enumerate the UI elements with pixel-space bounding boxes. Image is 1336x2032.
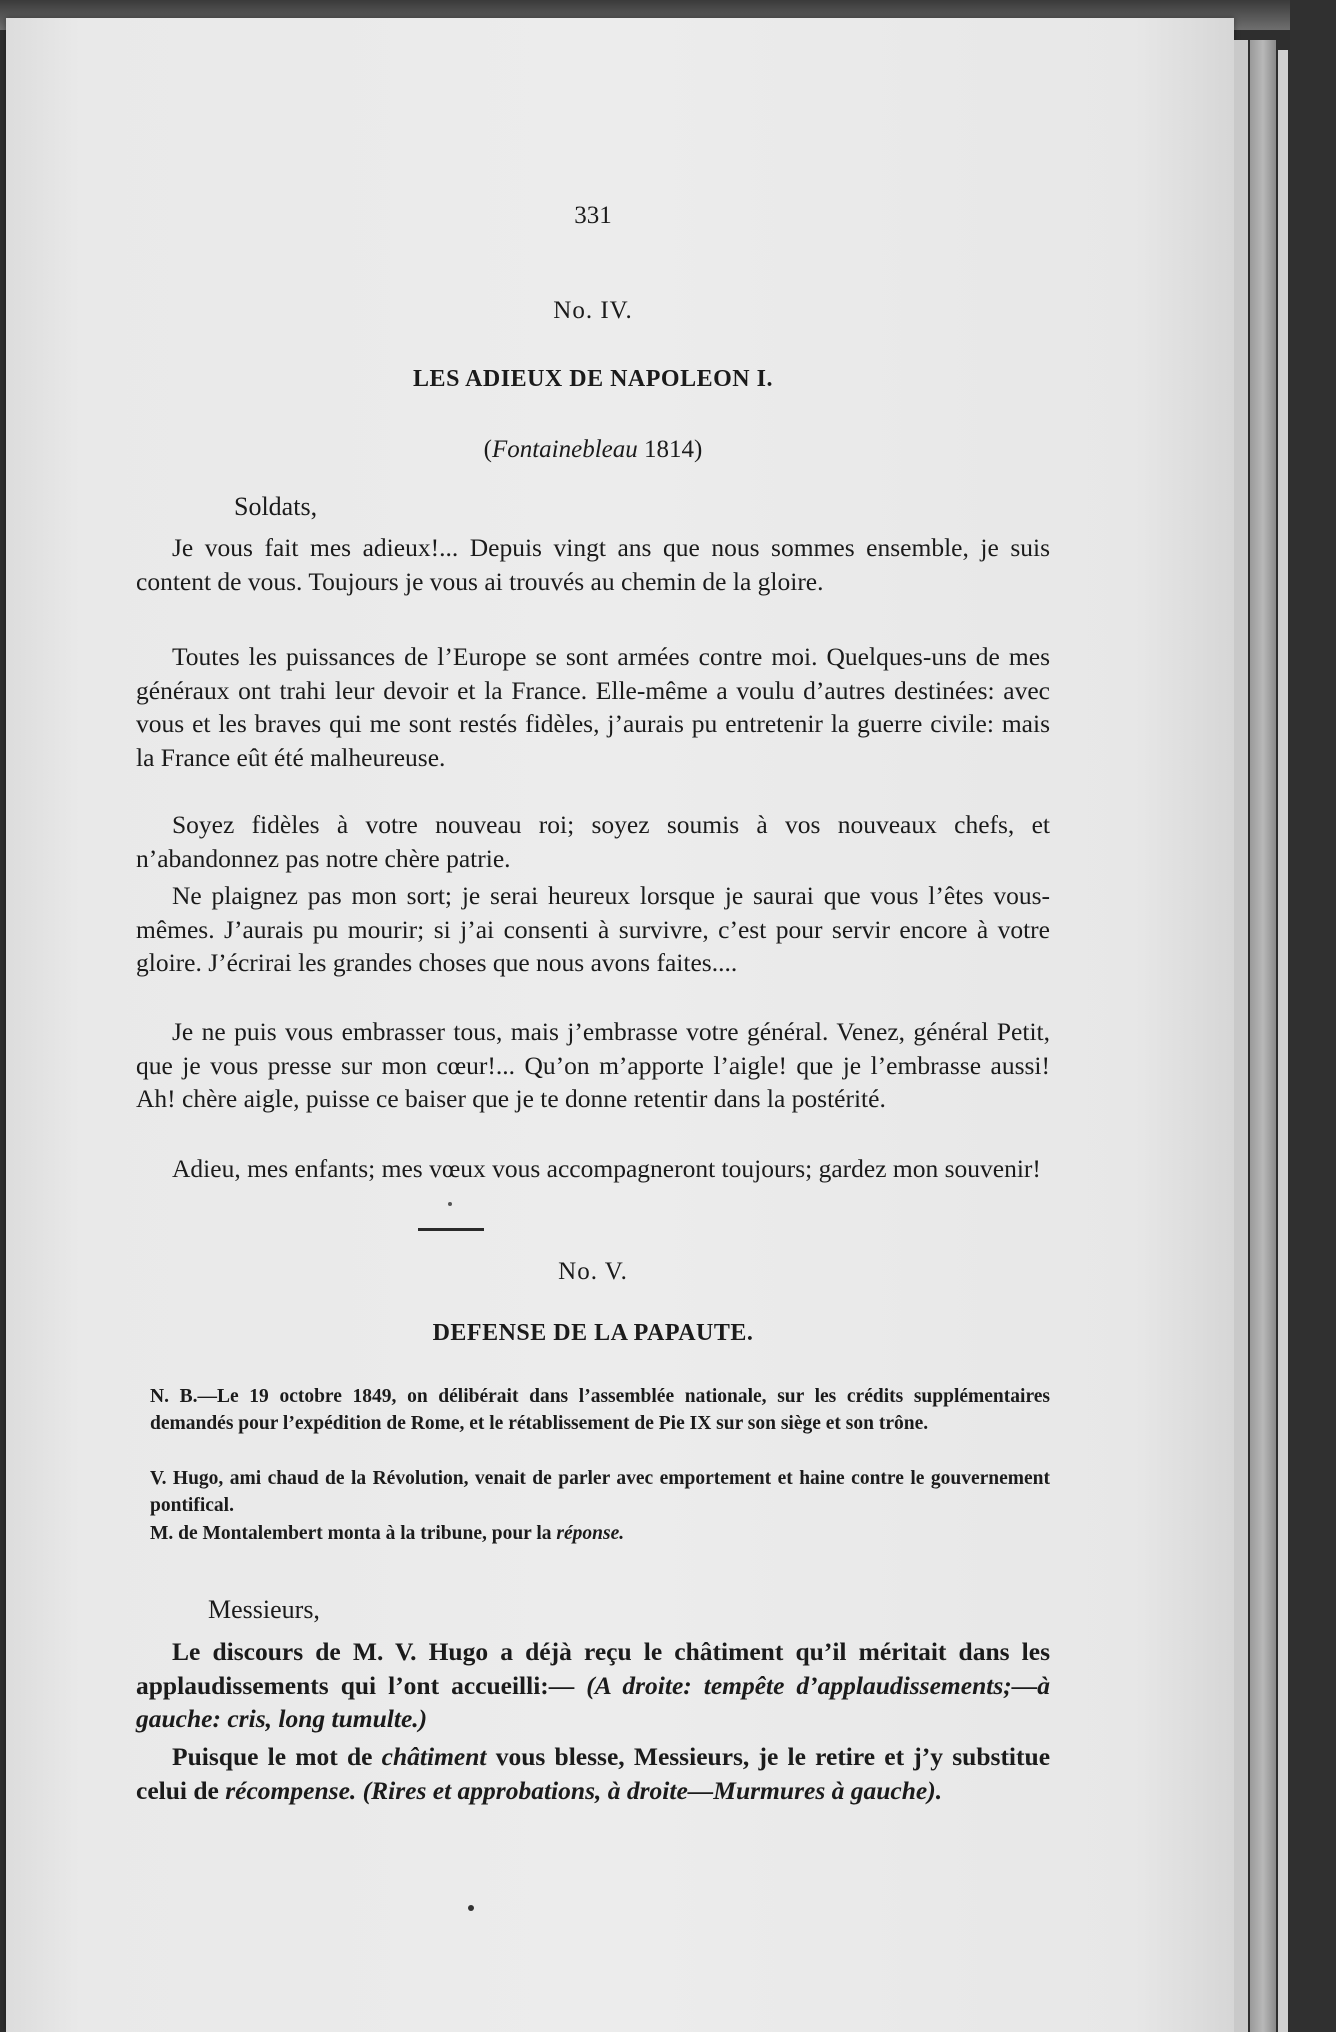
editor-note: N. B.—Le 19 octobre 1849, on délibérait dans l’assemblée nationale, sur les crédits supplémentaires demandés pour l’expédition de Rome, et le rétablissement de Pie IX sur son siège et son trône. — [150, 1386, 1050, 1434]
paragraph: Toutes les puissances de l’Europe se sont armées contre moi. Quelques-uns de mes généraux ont trahi leur devoir et la France. Elle-même a voulu d’autres destinées: avec vous et les braves qui me sont restés fidèles, j’aurais pu entretenir la guerre civile: mais la France eût été malheureuse. — [136, 642, 1050, 772]
section-subtitle-4: (Fontainebleau 1814) — [483, 436, 703, 463]
scan-background — [1290, 0, 1336, 2032]
editor-note: V. Hugo, ami chaud de la Révolution, venait de parler avec emportement et haine contre le gouvernement pontifical. — [150, 1468, 1050, 1516]
editor-note — [150, 1521, 1050, 1548]
paragraph-text: vous blesse, Messieurs, je le retire et j’y substitue celui de — [136, 1742, 1051, 1805]
page-edge-shadow — [1250, 40, 1276, 2032]
section-title-5: DEFENSE DE LA PAPAUTE. — [432, 1320, 754, 1346]
page-edge — [1234, 40, 1248, 2032]
section-title-4: LES ADIEUX DE NAPOLEON I. — [413, 366, 773, 392]
page-edge-light — [1278, 50, 1288, 2032]
note-text: M. de Montalembert monta à la tribune, pour la — [150, 1523, 552, 1544]
section-divider — [418, 1228, 484, 1231]
note-italic: réponse. — [556, 1523, 625, 1544]
paragraph: Ne plaignez pas mon sort; je serai heureux lorsque je saurai que vous l’êtes vous-mêmes. J’aurais pu mourir; si j’ai consenti à survivre, c’est pour servir encore à votre gloire. J’écrirai les grandes choses que nous avons faites.... — [136, 881, 1050, 978]
page-number: 331 — [574, 202, 612, 229]
paragraph: Soyez fidèles à votre nouveau roi; soyez soumis à vos nouveaux chefs, et n’abandonnez pas notre chère patrie. — [136, 810, 1050, 873]
paragraph-italic: (Rires et approbations, à droite—Murmures à gauche). — [362, 1775, 943, 1805]
speck — [448, 1202, 452, 1206]
place-name: Fontainebleau — [491, 436, 638, 463]
paragraph-text: Puisque le mot de — [172, 1742, 373, 1771]
year: 1814 — [644, 436, 695, 463]
paragraph-italic: châtiment — [381, 1742, 487, 1771]
paragraph — [136, 1740, 1050, 1807]
paragraph: Je ne puis vous embrasser tous, mais j’embrasse votre général. Venez, général Petit, que je vous presse sur mon cœur!... Qu’on m’apporte l’aigle! que je l’embrasse aussi! Ah! chère aigle, puisse ce baiser que je te donne retentir dans la postérité. — [136, 1017, 1050, 1114]
salutation-messieurs: Messieurs, — [208, 1595, 320, 1624]
paragraph-italic: (A droite: tempête d’applaudissements;—à gauche: cris, long tumulte.) — [136, 1670, 1051, 1734]
paragraph — [136, 1635, 1050, 1736]
paragraph-text: Le discours de M. V. Hugo a déjà reçu le châtiment qu’il méritait dans les applaudissements qui l’ont accueilli:— — [136, 1637, 1050, 1700]
section-number-4: No. IV. — [553, 297, 633, 324]
salutation-soldats: Soldats, — [234, 492, 318, 521]
section-number-5: No. V. — [558, 1258, 628, 1285]
paragraph: Adieu, mes enfants; mes vœux vous accompagneront toujours; gardez mon souvenir! — [172, 1154, 1041, 1183]
paragraph-italic: récompense. — [225, 1775, 357, 1805]
paragraph: Je vous fait mes adieux!... Depuis vingt ans que nous sommes ensemble, je suis content de vous. Toujours je vous ai trouvés au chemin de la gloire. — [136, 533, 1050, 596]
speck — [468, 1905, 474, 1911]
